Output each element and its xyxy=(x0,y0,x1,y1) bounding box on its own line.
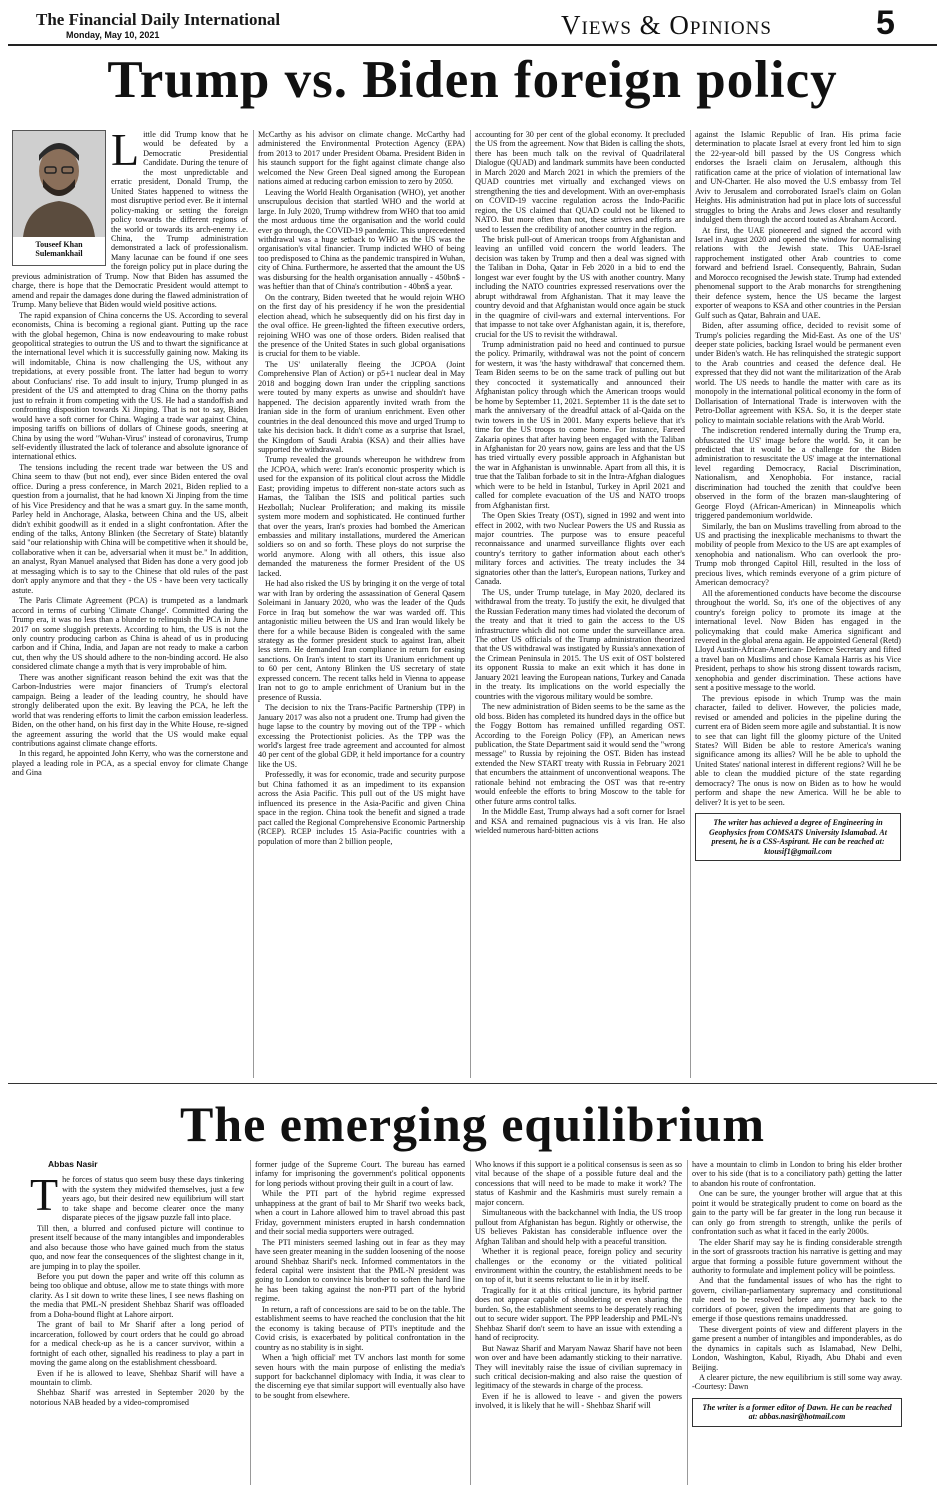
paragraph: These divergent points of view and different players in the game present a number of intangibles and imponderables, as do the dynamics in capitals such as Islamabad, New Delhi, London, Washington, Kabul, Riyadh, Abu Dhabi and even Beijing. xyxy=(692,1324,902,1372)
column-divider xyxy=(690,130,691,1078)
paragraph: When a 'high official' met TV anchors last month for some seven hours with the main purpose of enlisting the media's support for backchannel diplomacy with India, it was clear to the discerning eye that similar support will eventually also have to be sought from elsewhere. xyxy=(255,1353,465,1400)
paragraph: Leaving the World Health Organisation (WHO), yet another unscrupulous decision that startled WHO and the world at large. In July 2020, Trump withdrew from WHO that too amid the most arduous time the organisation and the world could ever go through, the COVID-19 pandemic. This unprecedented withdrawal was a huge setback to WHO as the US was the organisation's vital financier. Trump indicted WHO of being too predisposed to China as the pandemic transpired in Wuhan, city of China. Furthermore, he asserted that the amount the US was disbursing for the health organisation annually - 450bn$ - was heftier than that of China's contribution - 40bn$ a year. xyxy=(258,187,465,292)
paragraph: Trump revealed the grounds whereupon he withdrew from the JCPOA, which were: Iran's economic prosperity which is used for the expansion of its political clout across the Middle East; providing impetus to different non-state actors such as Hamas, the Taliban the ISIS and political parties such Hezbollah; Nuclear Proliferation; and making its missile system more modern and sophisticated. He continued further that over the years, Iran's proxies had bombed the American embassies and military installations, murdered the American soldiers so on and so forth. These ploys do not surprise the world anymore. Along with all others, this issue also demanded the matureness the former President of the US lacked. xyxy=(258,455,465,578)
column-divider xyxy=(687,1160,688,1485)
paragraph: The elder Sharif may say he is finding considerable strength in the sort of grassroots traction his narrative is getting and may argue that forming a possible future government without the authority to formulate and implement policy will be pointless. xyxy=(692,1237,902,1275)
paragraph: Till then, a blurred and confused picture will continue to present itself because of the many intangibles and imponderables and also because those who have gained much from the status quo, and now fear the consequences of the slightest change in it, are jumping in to play the spoiler. xyxy=(30,1223,244,1271)
column-divider xyxy=(470,1160,471,1485)
paragraph: against the Islamic Republic of Iran. His prima facie determination to placate Israel at every front led him to sign the 22-year-old bill passed by the US Congress which endorses the Israeli claim on Jerusalem, although this ratification came at the price of violation of international law and UN-Charter. He also moved the U.S embassy from Tel Aviv to Jerusalem and corroborated Israel's claim on Golan Heights. His administration had put in place lots of successful struggles to bring the Arabs and Jews closer and resultantly indulged them through the accord touted as Abraham Accord. xyxy=(695,130,901,225)
portrait-icon xyxy=(13,131,105,237)
paragraph: The Open Skies Treaty (OST), signed in 1992 and went into effect in 2002, with two Nuclear Powers the US and Russia as major countries. The purpose was to ensure peaceful reconnaissance and unarmed surveillance flights over each country's territory to gather information about each other's military forces and activities. The treaty includes the 34 signatories other than the latter's, European nations, Turkey and Canada. xyxy=(475,511,685,587)
article2-column-1 xyxy=(30,1160,244,1488)
byline: Abbas Nasir xyxy=(48,1160,98,1169)
paragraph: Biden, after assuming office, decided to revisit some of Trump's policies regarding the Mid-East. As one of the US' deeper state policies, backing Israel would be permanent even under Biden's watch. He has relinquished the strategic support to the Arab countries and ceased the defence deal. He expressed that they did not want the militarization of the Arab world. The US needs to handle the matter with care as its monopoly in the international political economy in the form of Dollarisation of International Trade is interwoven with the Petro-Dollar agreement with KSA. So, it is the deeper state policy to maintain sociable relations with the Arab World. xyxy=(695,321,901,425)
paragraph: And that the fundamental issues of who has the right to govern, civilian-parliamentary supremacy and constitutional rule need to be resolved before any journey back to the corridors of power, given the impediments that are going to emerge if those questions remains unaddressed. xyxy=(692,1276,902,1324)
paragraph: Even if he is allowed to leave - and given the powers involved, it is likely that he will - Shehbaz Sharif will xyxy=(475,1391,682,1411)
author-name-label xyxy=(13,237,105,258)
paragraph: The new administration of Biden seems to be the same as the old boss. Biden has completed its hundred days in the office but the Foggy Bottom has remained unfilled regarding OST. According to the Foreign Policy (FP), an American news publication, the State Department said it would send the "wrong message" to Russia by rejoining the OST. Biden has instead extended the New START treaty with Russia in February 2021 that encumbers the attainment of unconventional weapons. The rationale behind not embracing the OST was that re-entry would enfeeble the efforts to bring Moscow to the table for other future arms control talks. xyxy=(475,702,685,806)
section-name: Views & Opinions xyxy=(561,10,772,40)
paragraph: The brisk pull-out of American troops from Afghanistan and leaving an unfilled void concern the world leaders. The decision was taken by Trump and then a deal was signed with the Taliban in Doha, Qatar in Feb 2020 in a bid to end the longest war ever fought by the US with another country. Many including the NATO countries expressed reservations over the abrupt withdrawal from Afghanistan. That it may leave the country devoid and that Afghanistan would once again be stuck in the quagmire of civil-wars and external interventions. For that impasse to not take over Afghanistan again, it is, therefore, crucial for the US to revisit the withdrawal. xyxy=(475,234,685,339)
paragraph: have a mountain to climb in London to bring his elder brother over to his side (that is to a conciliatory path) getting the latter to abandon his route of confrontation. xyxy=(692,1160,902,1188)
column-divider xyxy=(253,130,254,1078)
paragraph: The grant of bail to Mr Sharif after a long period of incarceration, followed by court orders that he could go abroad for a medical check-up as he is a cancer survivor, within a fortnight of each other, signalled his readiness to play a part in moving the game along on the establishment chessboard. xyxy=(30,1320,244,1368)
article1-column-4 xyxy=(695,130,901,1078)
paragraph: Trump administration paid no heed and continued to pursue the policy. Primarily, withdrawal was not the point of concern for western, it was 'the hasty withdrawal' that concerned them. Team Biden seems to be on the same track of pulling out but they concocted it systematically and announced their Afghanistan policy through which the American troops would be home by September 11, 2021. September 11 is the date set to mark the anniversary of the dreadful attack of al-Qaida on the twin towers in the US in 2001. Many experts believe that it's time for the US troops to come home. For instance, Fareed Zakaria opines that after having been engaged with the Taliban in Afghanistan for 20 years now, gains are less and that the US has tried virtually every possible approach in Afghanistan but the war in Afghanistan is unwinnable. Apart from all this, it is true that the Taliban forbade to sit in the Intra-Afghan dialogues which were to be held in Istanbul, Turkey in April 2021 and called for complete evacuation of the US and NATO troops from Afghanistan first. xyxy=(475,339,685,510)
paragraph: The decision to nix the Trans-Pacific Partnership (TPP) in January 2017 was also not a prudent one. Trump had given the huge lapse to the country by moving out of the TPP - which excessing the Protectionist policies. As the TPP was the world's largest free trade agreement and accounted for almost 40 per cent of the global GDP, it held importance for a country like the US. xyxy=(258,703,465,769)
paragraph: McCarthy as his advisor on climate change. McCarthy had administered the Environmental Protection Agency (EPA) from 2013 to 2017 under President Obama. President Biden in his staunch support for the fight against climate change also welcomed the New Green Deal signed among the European nations aimed at reducing carbon emission to zero by 2050. xyxy=(258,130,465,187)
paragraph: accounting for 30 per cent of the global economy. It precluded the US from the agreement. Now that Biden is calling the shots, there has been much talk on the revival of Quadrilateral Dialogue (QUAD) and landmark summits have been conducted in March 2020 and March 2021 in which the premiers of the QUAD countries met virtually and exchanged views on strengthening the ties and development. With an over-emphasis on COVID-19 vaccine regulation across the Indo-Pacific region, the US claimed that QUAD could not be likened to NATO. But more often than not, these strives and efforts are used to lessen the credibility of another country in the region. xyxy=(475,130,685,234)
paragraph: On the contrary, Biden tweeted that he would rejoin WHO on the first day of his presidency if he won the presidential election ahead, which he subsequently did on his first day in the oval office. He green-lighted the fifteen executive orders, rejoining WHO was one of those orders. Biden realised that the presence of the United States in such global organisations is crucial for them to be viable. xyxy=(258,292,465,359)
column-divider xyxy=(470,130,471,1078)
dropcap: L xyxy=(111,130,140,175)
article2-headline: The emerging equilibrium xyxy=(179,1096,766,1152)
section-divider xyxy=(8,1083,937,1084)
paragraph: A clearer picture, the new equilibrium is still some way away. -Courtesy: Dawn xyxy=(692,1372,902,1392)
paragraph: Who knows if this support ie a political consensus is seen as so vital because of the shape of a possible future deal and the concessions that will need to be made to make it work? The status of Kashmir and the Kashmiris must surely remain a major concern. xyxy=(475,1160,682,1207)
paragraph: While the PTI part of the hybrid regime expressed unhappiness at the grant of bail to Mr Sharif two weeks back, when a court in Lahore allowed him to travel abroad this past Friday, government ministers erupted in harsh condemnation and their social media supporters were outraged. xyxy=(255,1189,465,1237)
paragraph: Shehbaz Sharif was arrested in September 2020 by the notorious NAB headed by a video-compromised xyxy=(30,1388,244,1407)
author-note: The writer is a former editor of Dawn. He can be reached at: abbas.nasir@hotmail.com xyxy=(692,1398,902,1427)
paragraph: former judge of the Supreme Court. The bureau has earned infamy for imprisoning the government's political opponents for long periods without proving their guilt in a court of law. xyxy=(255,1160,465,1188)
masthead xyxy=(8,4,937,46)
paragraph: In the Middle East, Trump always had a soft corner for Israel and KSA and remained pugnacious vis à vis Iran. He also wielded numerous hard-bitten actions xyxy=(475,807,685,836)
paper-date: Monday, May 10, 2021 xyxy=(66,30,160,40)
dropcap: T xyxy=(30,1169,59,1221)
paragraph: Simultaneous with the backchannel with India, the US troop pullout from Afghanistan has begun. Rightly or otherwise, the US believes Pakistan has considerable influence over the Afghan Taliban and should help with a peaceful transition. xyxy=(475,1208,682,1246)
paragraph: He had also risked the US by bringing it on the verge of total war with Iran by ordering the assassination of General Qasem Soleimani in January 2020, who was the leader of the Quds Force in Iraq but somehow the war was warded off. This antagonistic milieu between the US and Iran would likely be there for a while because Biden is congealed with the same strategy as the former president stuck to against Iran, albeit less stern. He demanded Iran compliance in return for easing sanctions. On Iran's intent to start its Uranium enrichment up to 60 per cent, Antony Blinken the US secretary of state expressed concern. The recent talks held in Vienna to appease Iran not to go to ample enrichment of Uranium but in the presence of Russia. xyxy=(258,579,465,702)
paragraph: But Nawaz Sharif and Maryam Nawaz Sharif have not been won over and have been adamantly sticking to their narrative. They will inevitably raise the issue of civilian supremacy in such critical decision-making and also raise the question of legitimacy of the stewards in charge of the process. xyxy=(475,1343,682,1391)
article2-column-4 xyxy=(692,1160,902,1488)
paragraph: Similarly, the ban on Muslims travelling from abroad to the US and practising the inexplicable mechanisms to thwart the mobility of people from Mexico to the US are apt examples of xenophobia and nationalism. Who can overlook the pro-Trump mob thronged Capitol Hill, resulted in the loss of precious lives, which reminds everyone of a grim picture of American democracy? xyxy=(695,521,901,588)
paragraph: Even if he is allowed to leave, Shehbaz Sharif will have a mountain to climb. xyxy=(30,1368,244,1387)
article1-column-1 xyxy=(12,130,248,1078)
paragraph: In this regard, he appointed John Kerry, who was the cornerstone and played a leading role in PCA, as a special envoy for climate Change and Gina xyxy=(12,749,248,778)
paragraph: The rapid expansion of China concerns the US. According to several economists, China is becoming a regional giant. Putting up the race with the global hegemon, China is now endeavouring to make robust geopolitical strategies to outrun the US and to thwart the significance at the international level which it is successfully gaining now. Making its will indomitable, China is now challenging the US, without any trepidations, at every possible front. The latter had begun to worry about Confucians' rise. To add insult to injury, Trump plunged in as president of the US and attempted to drag China on the thorny paths just to refrain it from competing with the US. He had a standoffish and confronting disposition towards Xi Jinping. That is not to say, Biden would have a soft corner for China. Waging a trade war against China, imposing tariffs on billions of dollars of Chinese goods, sneering at China by using the word "Wuhan-Virus" instead of coronavirus, Trump self-evidently illustrated the lack of tolerance and absolute ignorance of international ethics. xyxy=(12,310,248,462)
paragraph: At first, the UAE pioneered and signed the accord with Israel in August 2020 and opened the window for normalising relations with the Jewish state. This UAE-Israel rapprochement instigated other Arab countries to come forward and befriend Israel. Consequently, Bahrain, Sudan and Morocco recognised the Jewish state. Trump had extended phenomenal support to the Arab monarchs for strengthening their defence system, hence the US became the largest exporter of weapons to KSA and other countries in the Persian Gulf such as Qatar, Bahrain and UAE. xyxy=(695,225,901,320)
paragraph: The indiscretion rendered internally during the Trump era, obfuscated the US' image before the world. So, it can be predicted that it would be a challenge for the Biden administration to resuscitate the US' image at the international level regarding Democracy, Racial Discrimination, Nationalism, and Xenophobia. For instance, racial discrimination had touched the zenith that could've been observed in the form of the brazen man-slaughtering of George Floyd (African-American) in Minneapolis which triggered pandemonium worldwide. xyxy=(695,426,901,521)
paragraph: The US, under Trump tutelage, in May 2020, declared its withdrawal from the treaty. To justify the exit, he divulged that the Russian Federation many times had violated the decorum of the treaty and that it tried to gain the access to the US infrastructure which did not come under the surveillance area. The other US officials of the Trump administration theorized that the US withdrawal was instigated by Russia's annexation of the Crimean Peninsula in 2015. The US exit of OST bolstered its opponent Russia to make an exit which it has done in January 2021 leaving the European nations, Turkey and Canada in the treaty. Its implications on the world especially the countries with the vigorous military would be sombre. xyxy=(475,587,685,701)
paragraph: All the aforementioned conducts have become the discourse throughout the world. So, it's one of the objectives of any country's foreign policy to promote its image at the international level. Now Biden has engaged in the policymaking that could make America significant and revered in the global arena again. He appointed General (Retd) Lloyd Austin-African-American- Defence Secretary and fifted a travel ban on Muslims and chose Kamala Harris as his Vice President, perhaps to show his strong dissent towards racism, xenophobia and gender discrimination. These actions have sent a positive message to the world. xyxy=(695,588,901,693)
paper-name: The Financial Daily International xyxy=(36,10,281,29)
author-name-line1: Touseef Khan xyxy=(35,240,83,249)
paragraph: The Paris Climate Agreement (PCA) is trumpeted as a landmark accord in terms of curbing 'Climate Change'. Committed during the Trump era, it was no less than a blunder to relinquish the PCA in June 2017 on some sluggish pretexts. According to him, the US is not the only country producing carbon as China is ahead of us in producing carbon and if China, India, and Japan are not ready to make a carbon cut, then why the US should adhere to the non-binding accord. He also considered climate change a myth that is very improbable of him. xyxy=(12,596,248,672)
paragraph: Whether it is regional peace, foreign policy and security challenges or the economy or the vitiated political environment within the country, the establishment needs to be on top of it, but it seems reluctant to lie in it by itself. xyxy=(475,1247,682,1285)
paragraph: In return, a raft of concessions are said to be on the table. The establishment seems to have reached the conclusion that the hit the economy is taking because of PTI's ineptitude and the Covid crisis, is exacerbated by political confrontation in the country as no stability is in sight. xyxy=(255,1304,465,1352)
article1-column-3 xyxy=(475,130,685,1078)
page-number: 5 xyxy=(876,4,895,42)
paragraph: The US' unilaterally fleeing the JCPOA (Joint Comprehensive Plan of Action) or p5+1 nuclear deal in May 2018 and bogging down Iran under the crippling sanctions were touted by many experts as unwise and shouldn't have happened. The decision apparently invited wrath from the Iranian side in the form of uranium enrichment. Even other countries in the deal denounced this move and urged Trump to take his decision back. It didn't come as a surprise that Israel, the Kingdom of Saudi Arabia (KSA) and their allies have supported the withdrawal. xyxy=(258,359,465,454)
article2-column-2 xyxy=(255,1160,465,1488)
paragraph: The previous episode in which Trump was the main character, failed to deliver. However, the policies made, revised or amended and policies in the pipeline during the current era of Biden seem more agile and substantial. It is now to see that can light fill the gloomy picture of the United States? Will Biden be able to restore America's waning significance among its allies? Will he be able to uphold the United States' national interest in different regions? Will he be able to clean the muddied picture of the state regarding democracy? The onus is now on Biden as to how he would perform and shape the new America. Will he be able to deliver? It is yet to be seen. xyxy=(695,693,901,807)
article2-column-3 xyxy=(475,1160,682,1488)
author-photo-box xyxy=(12,130,106,266)
column-divider xyxy=(250,1160,251,1485)
paragraph: The tensions including the recent trade war between the US and China seem to thaw (but not end), ever since Biden entered the oval office. During a press conference, in March 2021, Biden replied to a question from a journalist, that he had known Xi Jinping from the time of his Vice Presidency and that he was a smart guy. In the same month, Parley held in Anchorage, Alaska, between China and the US, albeit didn't exhibit goodwill as it ended in a slight confrontation. After the ending of the talks, Antony Blinken (the Secretary of State) blatantly said "our relationship with China will be competitive when it should be, collaborative when it can be, adversarial when it must be." In addition, an analyst, Ryan Manuel analysed that Biden has done a very good job at messaging which is to say to the Chinese that old rules of the past don't apply anymore and that they - the US - have been very tactically astute. xyxy=(12,462,248,595)
paragraph: Professedly, it was for economic, trade and security purpose but China fathomed it as an impediment to its expansion across the Asia Pacific. This pull out of the US might have influenced its presence in the Asia-Pacific and given China space in the region. China took the benefit and signed a trade pact called the Regional Comprehensive Economic Partnership (RCEP). RCEP includes 15 Asia-Pacific countries with a population of more than 2 billion people, xyxy=(258,770,465,846)
paragraph: Before you put down the paper and write off this column as being too oblique and obtuse, allow me to state things with more clarity. As I sit down to write these lines, I see news flashing on the media that PML-N president Shehbaz Sharif was offloaded from a Doha-bound flight at Lahore airport. xyxy=(30,1271,244,1319)
paragraph: The PTI ministers seemed lashing out in fear as they may have seen greater meaning in the sudden loosening of the noose around Shehbaz Sharif's neck. Informed commentators in the federal capital were insistent that the PML-N president was going to London to convince his brother to soften the hard line he has been taking against the non-PTI part of the hybrid regime. xyxy=(255,1237,465,1304)
paragraph: ittle did Trump know that he would be defeated by a Democratic Presidential Candidate. During the tenure of the most unpredictable and erratic president, Donald Trump, the United States happened to witness the most disruptive period ever. Be it internal policy-making or setting the foreign policy towards the different regions of the world or towards its arch-enemy i.e. China, the Trump administration demonstrated a lack of professionalism. Many lacunae can be found if one sees the foreign policy put in place during the previous administration of Trump. Now that Biden has assumed the charge, there is hope that the Democratic President would attempt to amend and repair the damages done during the flawed administration of Trump. Many believe that Biden would wield positive actions. xyxy=(12,130,248,310)
paragraph: Tragically for it at this critical juncture, its hybrid partner does not appear capable of shouldering or even sharing the burden. So, the establishment seems to be desperately reaching out to secure wider support. The PPP leadership and PML-N's Shehbaz Sharif don't seem to have an issue with extending a hand of reciprocity. xyxy=(475,1285,682,1343)
paragraph: One can be sure, the younger brother will argue that at this point it would be strategically prudent to come on board as the gain to the party will be far greater in the long run because it can only go from strength to strength, unlike the perils of confrontation such as what it faced in the early 2000s. xyxy=(692,1189,902,1237)
article1-headline: Trump vs. Biden foreign policy xyxy=(107,51,838,109)
author-name-line2: Sulemankhail xyxy=(35,249,83,258)
author-note: The writer has achieved a degree of Engineering in Geophysics from COMSATS University Islamabad. At present, he is a CSS-Aspirant. He can be reached at: ktousif1@gmail.com xyxy=(695,813,901,861)
article1-column-2 xyxy=(258,130,465,1078)
paragraph: There was another significant reason behind the exit was that the Carbon-Industries were major financiers of Trump's electoral campaign. Being a leader of the leading country, he should have strongly deliberated upon the exit. By leaving the PCA, he left the world that was rendering efforts to limit the carbon emission leaderless. Biden, on the other hand, on his first day in the White House, re-signed the agreement assuring the world that the US would make equal contributions against climate change efforts. xyxy=(12,672,248,748)
paragraph: he forces of status quo seem busy these days tinkering with the system they midwifed themselves, just a few years ago, but their desired new equilibrium will start to take shape and become clearer once the many disparate pieces of the jigsaw puzzle fall into place. xyxy=(62,1175,244,1223)
